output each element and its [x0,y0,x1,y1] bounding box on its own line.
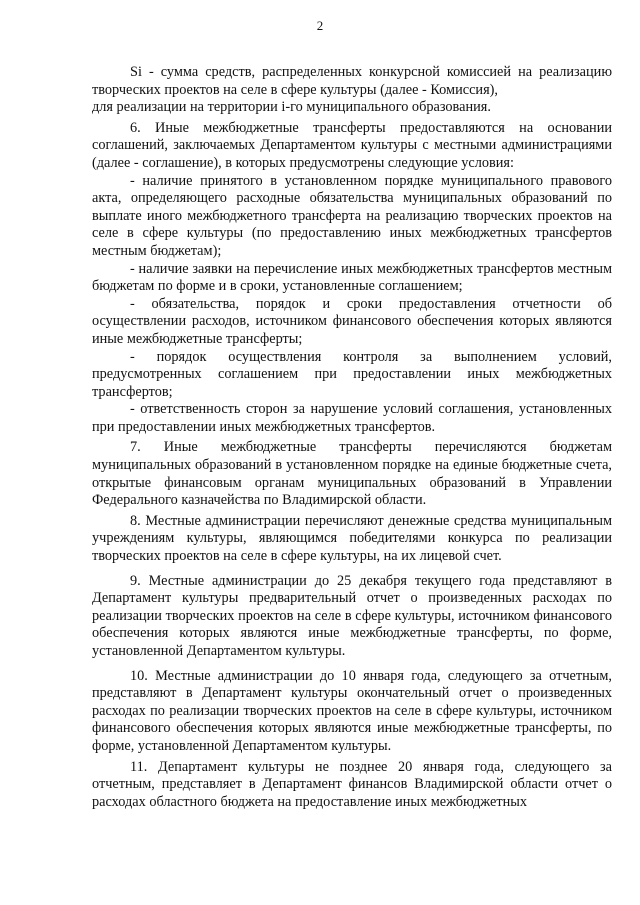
condition-responsibility: - ответственность сторон за нарушение условий соглашения, установленных при предоставлении иных межбюджетных трансфертов. [92,401,612,435]
paragraph-item-11: 11. Департамент культуры не позднее 20 января года, следующего за отчетным, представляет в Департамент финансов Владимирской области отчет о расходах областного бюджета на предоставление иных межбюджетных [92,758,612,810]
paragraph-item-10: 10. Местные администрации до 10 января года, следующего за отчетным, представляют в Департамент культуры окончательный отчет о произведенных расходах по реализации творческих проектов на селе в сфере культуры, источником финансового обеспечения которых являются иные межбюджетные трансферты, по форме, установленной Департаментом культуры. [92,667,612,754]
document-body [92,64,612,811]
condition-reporting: - обязательства, порядок и сроки предоставления отчетности об осуществлении расходов, источником финансового обеспечения которых являются иные межбюджетные трансферты; [92,295,612,347]
paragraph-item-8: 8. Местные администрации перечисляют денежные средства муниципальным учреждениям культуры, являющимся победителями конкурса по реализации творческих проектов на селе в сфере культуры, на их лицевой счет. [92,512,612,565]
page-number: 2 [316,18,324,33]
condition-control: - порядок осуществления контроля за выполнением условий, предусмотренных соглашением при предоставлении иных межбюджетных трансфертов; [92,348,612,400]
paragraph-item-7: 7. Иные межбюджетные трансферты перечисляются бюджетам муниципальных образований в установленном порядке на единые бюджетные счета, открытые финансовым органам муниципальных образований в Управлении Федерального казначейства по Владимирской области. [92,439,612,509]
condition-legal-act: - наличие принятого в установленном порядке муниципального правового акта, определяющего расходные обязательства муниципальных образований по выплате иного межбюджетного трансферта на реализацию творческих проектов на селе в сфере культуры (по предоставлению иных межбюджетных трансфертов местным бюджетам); [92,172,612,259]
paragraph-item-9: 9. Местные администрации до 25 декабря текущего года представляют в Департамент культуры предварительный отчет о произведенных расходах по реализации творческих проектов на селе в сфере культуры, источником финансового обеспечения которых являются иные межбюджетные трансферты, по форме, установленной Департаментом культуры. [92,572,612,659]
paragraph-si-definition: Si - сумма средств, распределенных конкурсной комиссией на реализацию творческих проектов на селе в сфере культуры (далее - Комиссия), [92,64,612,98]
paragraph-si-continuation: для реализации на территории i-го муниципального образования. [92,99,491,116]
condition-transfer-request: - наличие заявки на перечисление иных межбюджетных трансфертов местным бюджетам по форме и в сроки, установленные соглашением; [92,260,612,295]
paragraph-item-6: 6. Иные межбюджетные трансферты предоставляются на основании соглашений, заключаемых Департаментом культуры с местными администрациями (далее - соглашение), в которых предусмотрены следующие условия: [92,119,612,171]
